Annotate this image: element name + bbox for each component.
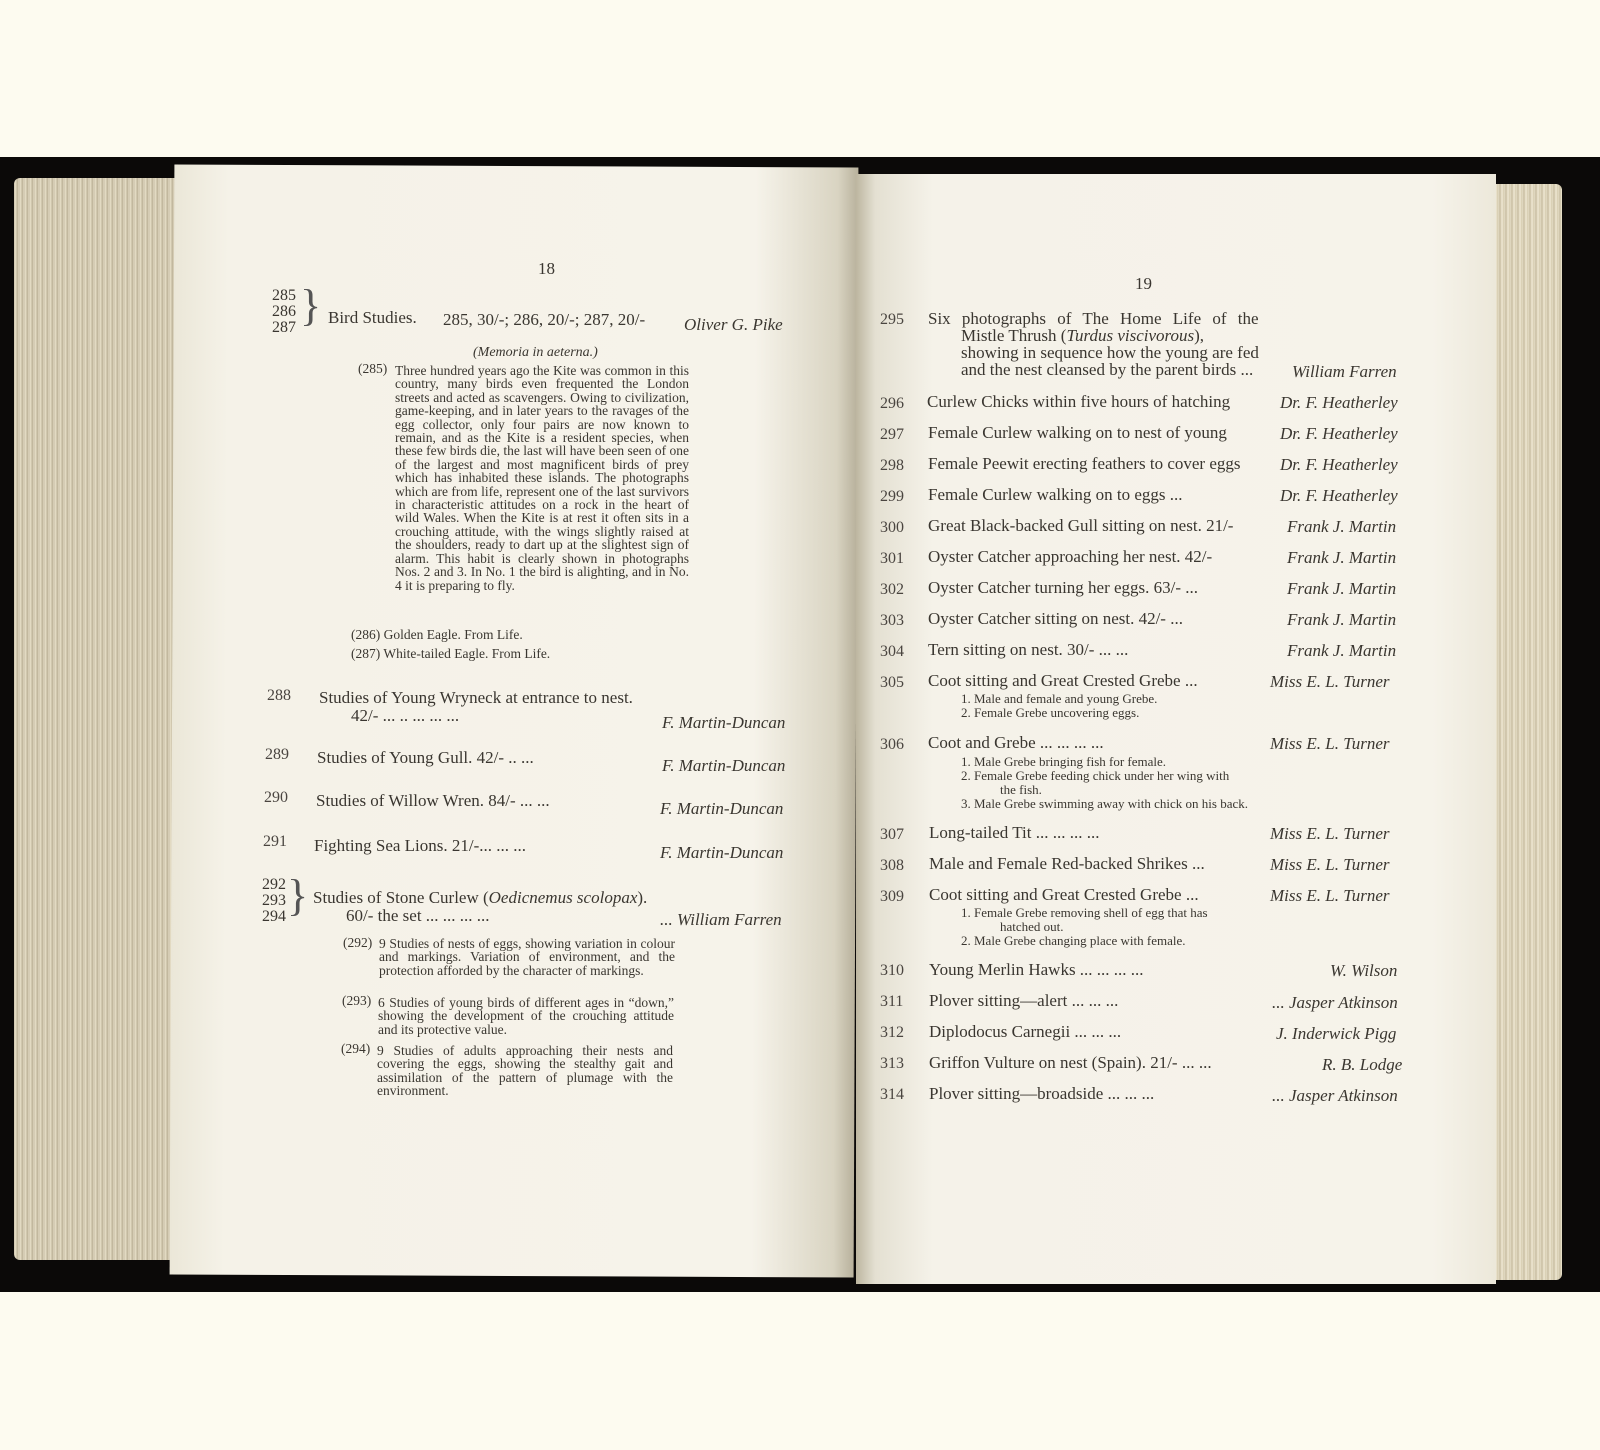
entry-number: 285 [272,287,296,304]
entry-title: Oyster Catcher approaching her nest. 42/- [928,547,1213,566]
entry-author: J. Inderwick Pigg [1276,1024,1397,1043]
entry-author: William Farren [1292,362,1397,381]
note-number: (285) [358,361,388,376]
entry-author: Dr. F. Heatherley [1280,486,1398,505]
entry-title: Female Peewit erecting feathers to cover eggs [928,454,1241,473]
entry-title: Plover sitting—alert ... ... ... [929,991,1119,1010]
right-page-number: 19 [1135,274,1152,293]
entry-title: Great Black-backed Gull sitting on nest. 21/- [928,516,1234,535]
sub-item: hatched out. [1000,919,1064,934]
entry-number: 307 [880,826,904,843]
sub-item: 2. Female Grebe uncovering eggs. [961,705,1140,720]
entry-title: Griffon Vulture on nest (Spain). 21/- ... ... [929,1053,1212,1072]
entry-number: 296 [880,395,904,412]
page-edges-right [1492,184,1562,1280]
entry-title: Male and Female Red-backed Shrikes ... [929,854,1205,873]
entry-number: 306 [880,736,904,753]
entry-number: 310 [880,962,904,979]
left-page-number: 18 [538,259,555,278]
entry-author: Dr. F. Heatherley [1280,424,1398,443]
entry-number: 299 [880,488,904,505]
entry-number: 303 [880,612,904,629]
entry-author: F. Martin-Duncan [662,756,786,775]
entry-title: Female Curlew walking on to nest of young [928,423,1227,442]
entry-number: 291 [263,833,287,850]
entry-author: Miss E. L. Turner [1270,886,1390,905]
entry-title: Studies of Stone Curlew (Oedicnemus scolopax). [313,888,648,907]
sub-item: 2. Female Grebe feeding chick under her wing with [961,768,1230,783]
sub-item: 1. Male Grebe bringing fish for female. [961,754,1167,769]
entry-title-line: Six photographs of The Home Life of the [928,309,1259,328]
entry-number: 288 [267,687,291,704]
entry-number: 305 [880,674,904,691]
entry-author: Frank J. Martin [1287,517,1397,536]
entry-author: ... Jasper Atkinson [1272,993,1398,1012]
entry-number: 312 [880,1024,904,1041]
entry-author: Miss E. L. Turner [1270,824,1390,843]
entry-title: Oyster Catcher turning her eggs. 63/- ... [928,578,1199,597]
page-edges-left [14,178,192,1260]
entry-title: Coot sitting and Great Crested Grebe ... [929,885,1199,904]
entry-price-line: 42/- ... .. ... ... ... [351,706,460,725]
entry-number: 292 [262,876,286,893]
note-285-text: Three hundred years ago the Kite was common in this country, many birds even frequented the London streets and acted as scavengers. Owing to civilization, game-keeping, and in later years to the ravages of the egg collector, only four pairs are now known to remain, and as the Kite is a resident species, when these few birds die, the last will have been seen of one of the largest and most magnificent birds of prey which has inhabited these islands. The photographs which are from life, represent one of the last survivors in characteristic attitudes on a rock in the heart of wild Wales. When the Kite is at rest it often sits in a crouching attitude, with the wings slightly raised at the shoulders, ready to dart up at the slightest sign of alarm. This habit is clearly shown in photographs Nos. 2 and 3. In No. 1 the bird is alighting, and in No. 4 it is preparing to fly. [395,363,689,593]
entry-title: Long-tailed Tit ... ... ... ... [929,823,1100,842]
entry-author: Miss E. L. Turner [1270,672,1390,691]
entry-number: 300 [880,519,904,536]
entry-number: 290 [264,789,288,806]
entry-number: 311 [880,993,904,1010]
entry-number: 314 [880,1086,904,1103]
entry-author: Oliver G. Pike [684,315,783,334]
entry-title: Oyster Catcher sitting on nest. 42/- ... [928,609,1183,628]
entry-title: Diplodocus Carnegii ... ... ... [929,1022,1122,1041]
entry-title: Studies of Young Wryneck at entrance to nest. [319,688,633,707]
entry-number: 309 [880,888,904,905]
entry-title: Fighting Sea Lions. 21/-... ... ... [314,836,527,855]
entry-title: Studies of Young Gull. 42/- .. ... [317,748,534,767]
group-292-numbers [262,877,286,925]
entry-title: Plover sitting—broadside ... ... ... [929,1084,1155,1103]
entry-title-line: and the nest cleansed by the parent birds ... [961,360,1254,379]
entry-title: Bird Studies. [328,308,417,327]
entry-title: Young Merlin Hawks ... ... ... ... [929,960,1144,979]
entry-author: Frank J. Martin [1287,610,1397,629]
entry-author: Frank J. Martin [1287,579,1397,598]
entry-number: 304 [880,643,904,660]
sub-item: 3. Male Grebe swimming away with chick on his back. [961,796,1249,811]
entry-number: 308 [880,857,904,874]
entry-author: Frank J. Martin [1287,641,1397,660]
entry-price-line: 60/- the set ... ... ... ... [346,906,490,925]
memoria-caption: (Memoria in aeterna.) [473,345,598,360]
entry-title-line: showing in sequence how the young are fed [961,343,1259,362]
entry-author: F. Martin-Duncan [660,843,784,862]
sub-item: 1. Male and female and young Grebe. [961,691,1158,706]
entry-number: 294 [262,908,286,925]
note-293-text: 6 Studies of young birds of different ages in “down,” showing the development of the crouching attitude and its protective value. [378,995,674,1037]
note-286: (286) Golden Eagle. From Life. [351,627,523,642]
entry-number: 302 [880,581,904,598]
entry-author: Frank J. Martin [1287,548,1397,567]
entry-title: Tern sitting on nest. 30/- ... ... [928,640,1129,659]
note-292-text: 9 Studies of nests of eggs, showing variation in colour and markings. Variation of environment, and the protection afforded by the character of markings. [379,936,675,978]
entry-number: 295 [880,311,904,328]
entry-author: R. B. Lodge [1322,1055,1403,1074]
brace-285: } [300,281,322,330]
entry-author: F. Martin-Duncan [660,799,784,818]
entry-number: 301 [880,550,904,567]
entry-number: 297 [880,426,904,443]
entry-author: ... William Farren [660,910,782,929]
entry-title: Studies of Willow Wren. 84/- ... ... [316,791,550,810]
entry-number: 293 [262,892,286,909]
entry-number: 313 [880,1055,904,1072]
brace-292: } [287,871,309,920]
entry-author: Dr. F. Heatherley [1280,393,1398,412]
group-285-numbers [272,288,296,336]
sub-item: 2. Male Grebe changing place with female. [961,933,1186,948]
entry-author: Miss E. L. Turner [1270,734,1390,753]
entry-number: 286 [272,303,296,320]
entry-number: 287 [272,319,296,336]
entry-author: F. Martin-Duncan [662,713,786,732]
note-number: (292) [343,935,373,950]
sub-item: the fish. [1000,782,1042,797]
entry-number: 289 [265,746,289,763]
entry-title: Coot sitting and Great Crested Grebe ... [928,671,1198,690]
note-number: (294) [341,1041,371,1056]
entry-title: Curlew Chicks within five hours of hatching [927,392,1231,411]
note-294-text: 9 Studies of adults approaching their nests and covering the eggs, showing the stealthy gait and assimilation of the pattern of plumage with the environment. [377,1043,673,1099]
entry-number: 298 [880,457,904,474]
entry-author: ... Jasper Atkinson [1272,1086,1398,1105]
note-287: (287) White-tailed Eagle. From Life. [351,646,551,661]
entry-author: Dr. F. Heatherley [1280,455,1398,474]
entry-title-line: Mistle Thrush (Turdus viscivorous), [961,326,1205,345]
sub-item: 1. Female Grebe removing shell of egg that has [961,905,1208,920]
entry-author: W. Wilson [1330,961,1398,980]
entry-author: Miss E. L. Turner [1270,855,1390,874]
note-number: (293) [342,993,372,1008]
entry-prices: 285, 30/-; 286, 20/-; 287, 20/- [443,310,646,329]
entry-title: Female Curlew walking on to eggs ... [928,485,1183,504]
entry-title: Coot and Grebe ... ... ... ... [928,733,1104,752]
